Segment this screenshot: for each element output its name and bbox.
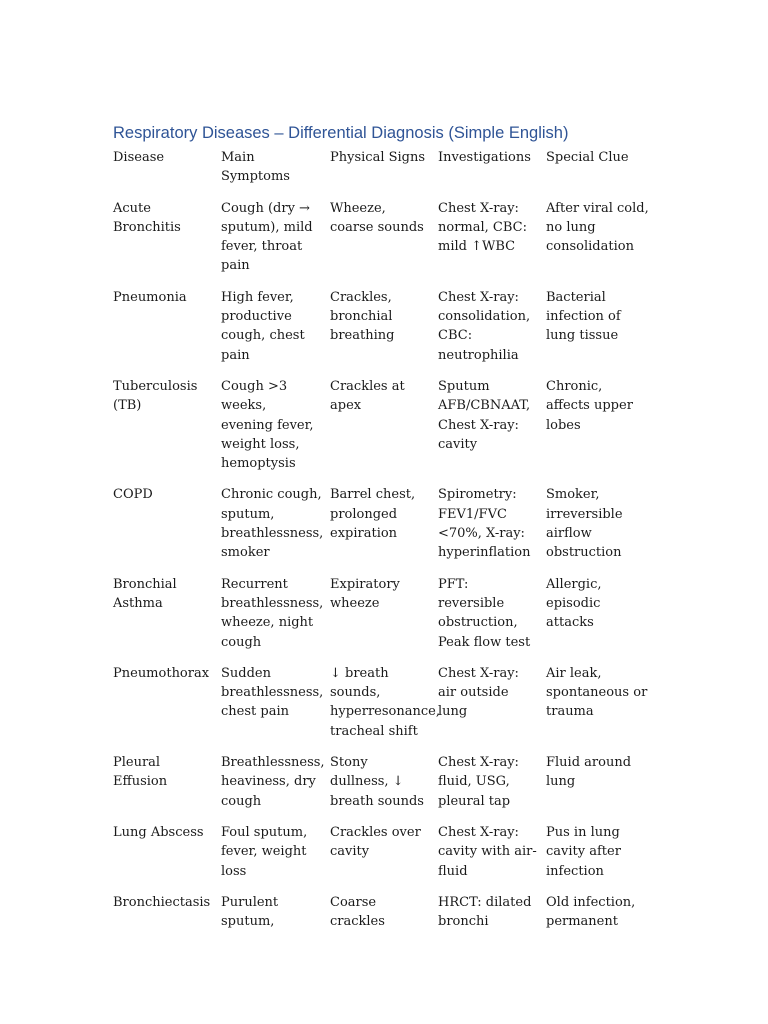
cell-disease: Pneumonia [113,289,187,305]
cell-investigations: Chest X-ray: consolidation, CBC: neutrophilia [438,289,531,363]
cell-investigations: Sputum AFB/CBNAAT, Chest X-ray: cavity [438,378,531,452]
cell-disease: COPD [113,487,153,503]
cell-physical-signs: Coarse crackles [330,894,385,930]
cell-investigations: HRCT: dilated bronchi [438,894,532,930]
cell-main-symptoms: Breathlessness, heaviness, dry cough [221,755,325,809]
cell-special-clue: Bacterial infection of lung tissue [546,289,621,344]
cell-disease: Lung Abscess [113,824,204,840]
cell-disease: Bronchial Asthma [113,576,177,611]
cell-main-symptoms: Chronic cough, sputum, breathlessness, smoker [221,487,324,561]
table-row [109,664,654,753]
cell-physical-signs: Barrel chest, prolonged expiration [330,487,416,542]
cell-special-clue: Fluid around lung [546,755,632,790]
cell-main-symptoms: Cough (dry → sputum), mild fever, throat pain [221,200,313,274]
table-row [109,485,654,574]
cell-main-symptoms: Recurrent breathlessness, wheeze, night cough [221,576,324,650]
cell-investigations: PFT: reversible obstruction, Peak flow test [438,576,531,650]
table-row [109,823,654,893]
table-row [109,377,654,485]
table-header-row [109,146,654,199]
cell-investigations: Spirometry: FEV1/FVC <70%, X-ray: hyperinflation [438,487,531,561]
table-row [109,288,654,377]
cell-physical-signs: Crackles over cavity [330,824,421,860]
header-special-clue: Special Clue [546,150,629,165]
cell-main-symptoms: Cough >3 weeks, evening fever, weight loss, hemoptysis [221,378,314,472]
cell-main-symptoms: Foul sputum, fever, weight loss [221,824,308,879]
cell-physical-signs: Stony dullness, ↓ breath sounds [330,755,424,809]
cell-investigations: Chest X-ray: fluid, USG, pleural tap [438,755,519,809]
cell-special-clue: Old infection, permanent [546,894,636,930]
cell-physical-signs: Crackles, bronchial breathing [330,289,395,344]
cell-investigations: Chest X-ray: cavity with air-fluid [438,824,537,879]
header-physical-signs: Physical Signs [330,150,426,165]
differential-diagnosis-table [109,146,654,943]
document-title: Respiratory Diseases – Differential Diagnosis (Simple English) [113,124,569,142]
table-row [109,199,654,288]
cell-special-clue: Pus in lung cavity after infection [546,824,621,879]
cell-investigations: Chest X-ray: air outside lung [438,665,519,720]
header-disease: Disease [113,150,165,165]
cell-main-symptoms: Purulent sputum, [221,894,279,930]
cell-physical-signs: Expiratory wheeze [330,576,400,611]
cell-physical-signs: ↓ breath sounds, hyperresonance, tracheal shift [330,665,440,739]
cell-special-clue: After viral cold, no lung consolidation [546,200,649,255]
cell-physical-signs: Crackles at apex [330,378,405,414]
cell-main-symptoms: Sudden breathlessness, chest pain [221,665,324,720]
cell-special-clue: Chronic, affects upper lobes [546,378,633,433]
table-row [109,575,654,664]
cell-physical-signs: Wheeze, coarse sounds [330,200,424,235]
cell-main-symptoms: High fever, productive cough, chest pain [221,289,305,363]
cell-investigations: Chest X-ray: normal, CBC: mild ↑WBC [438,200,527,255]
cell-disease: Acute Bronchitis [113,200,181,235]
cell-disease: Pneumothorax [113,665,210,681]
cell-disease: Bronchiectasis [113,894,211,910]
header-main-symptoms: Main Symptoms [221,150,290,185]
cell-special-clue: Air leak, spontaneous or trauma [546,665,648,720]
table-row [109,753,654,823]
cell-disease: Tuberculosis (TB) [113,378,198,414]
table-row [109,893,654,944]
cell-special-clue: Allergic, episodic attacks [546,576,602,631]
cell-special-clue: Smoker, irreversible airflow obstruction [546,487,623,561]
cell-disease: Pleural Effusion [113,755,168,790]
header-investigations: Investigations [438,150,531,165]
